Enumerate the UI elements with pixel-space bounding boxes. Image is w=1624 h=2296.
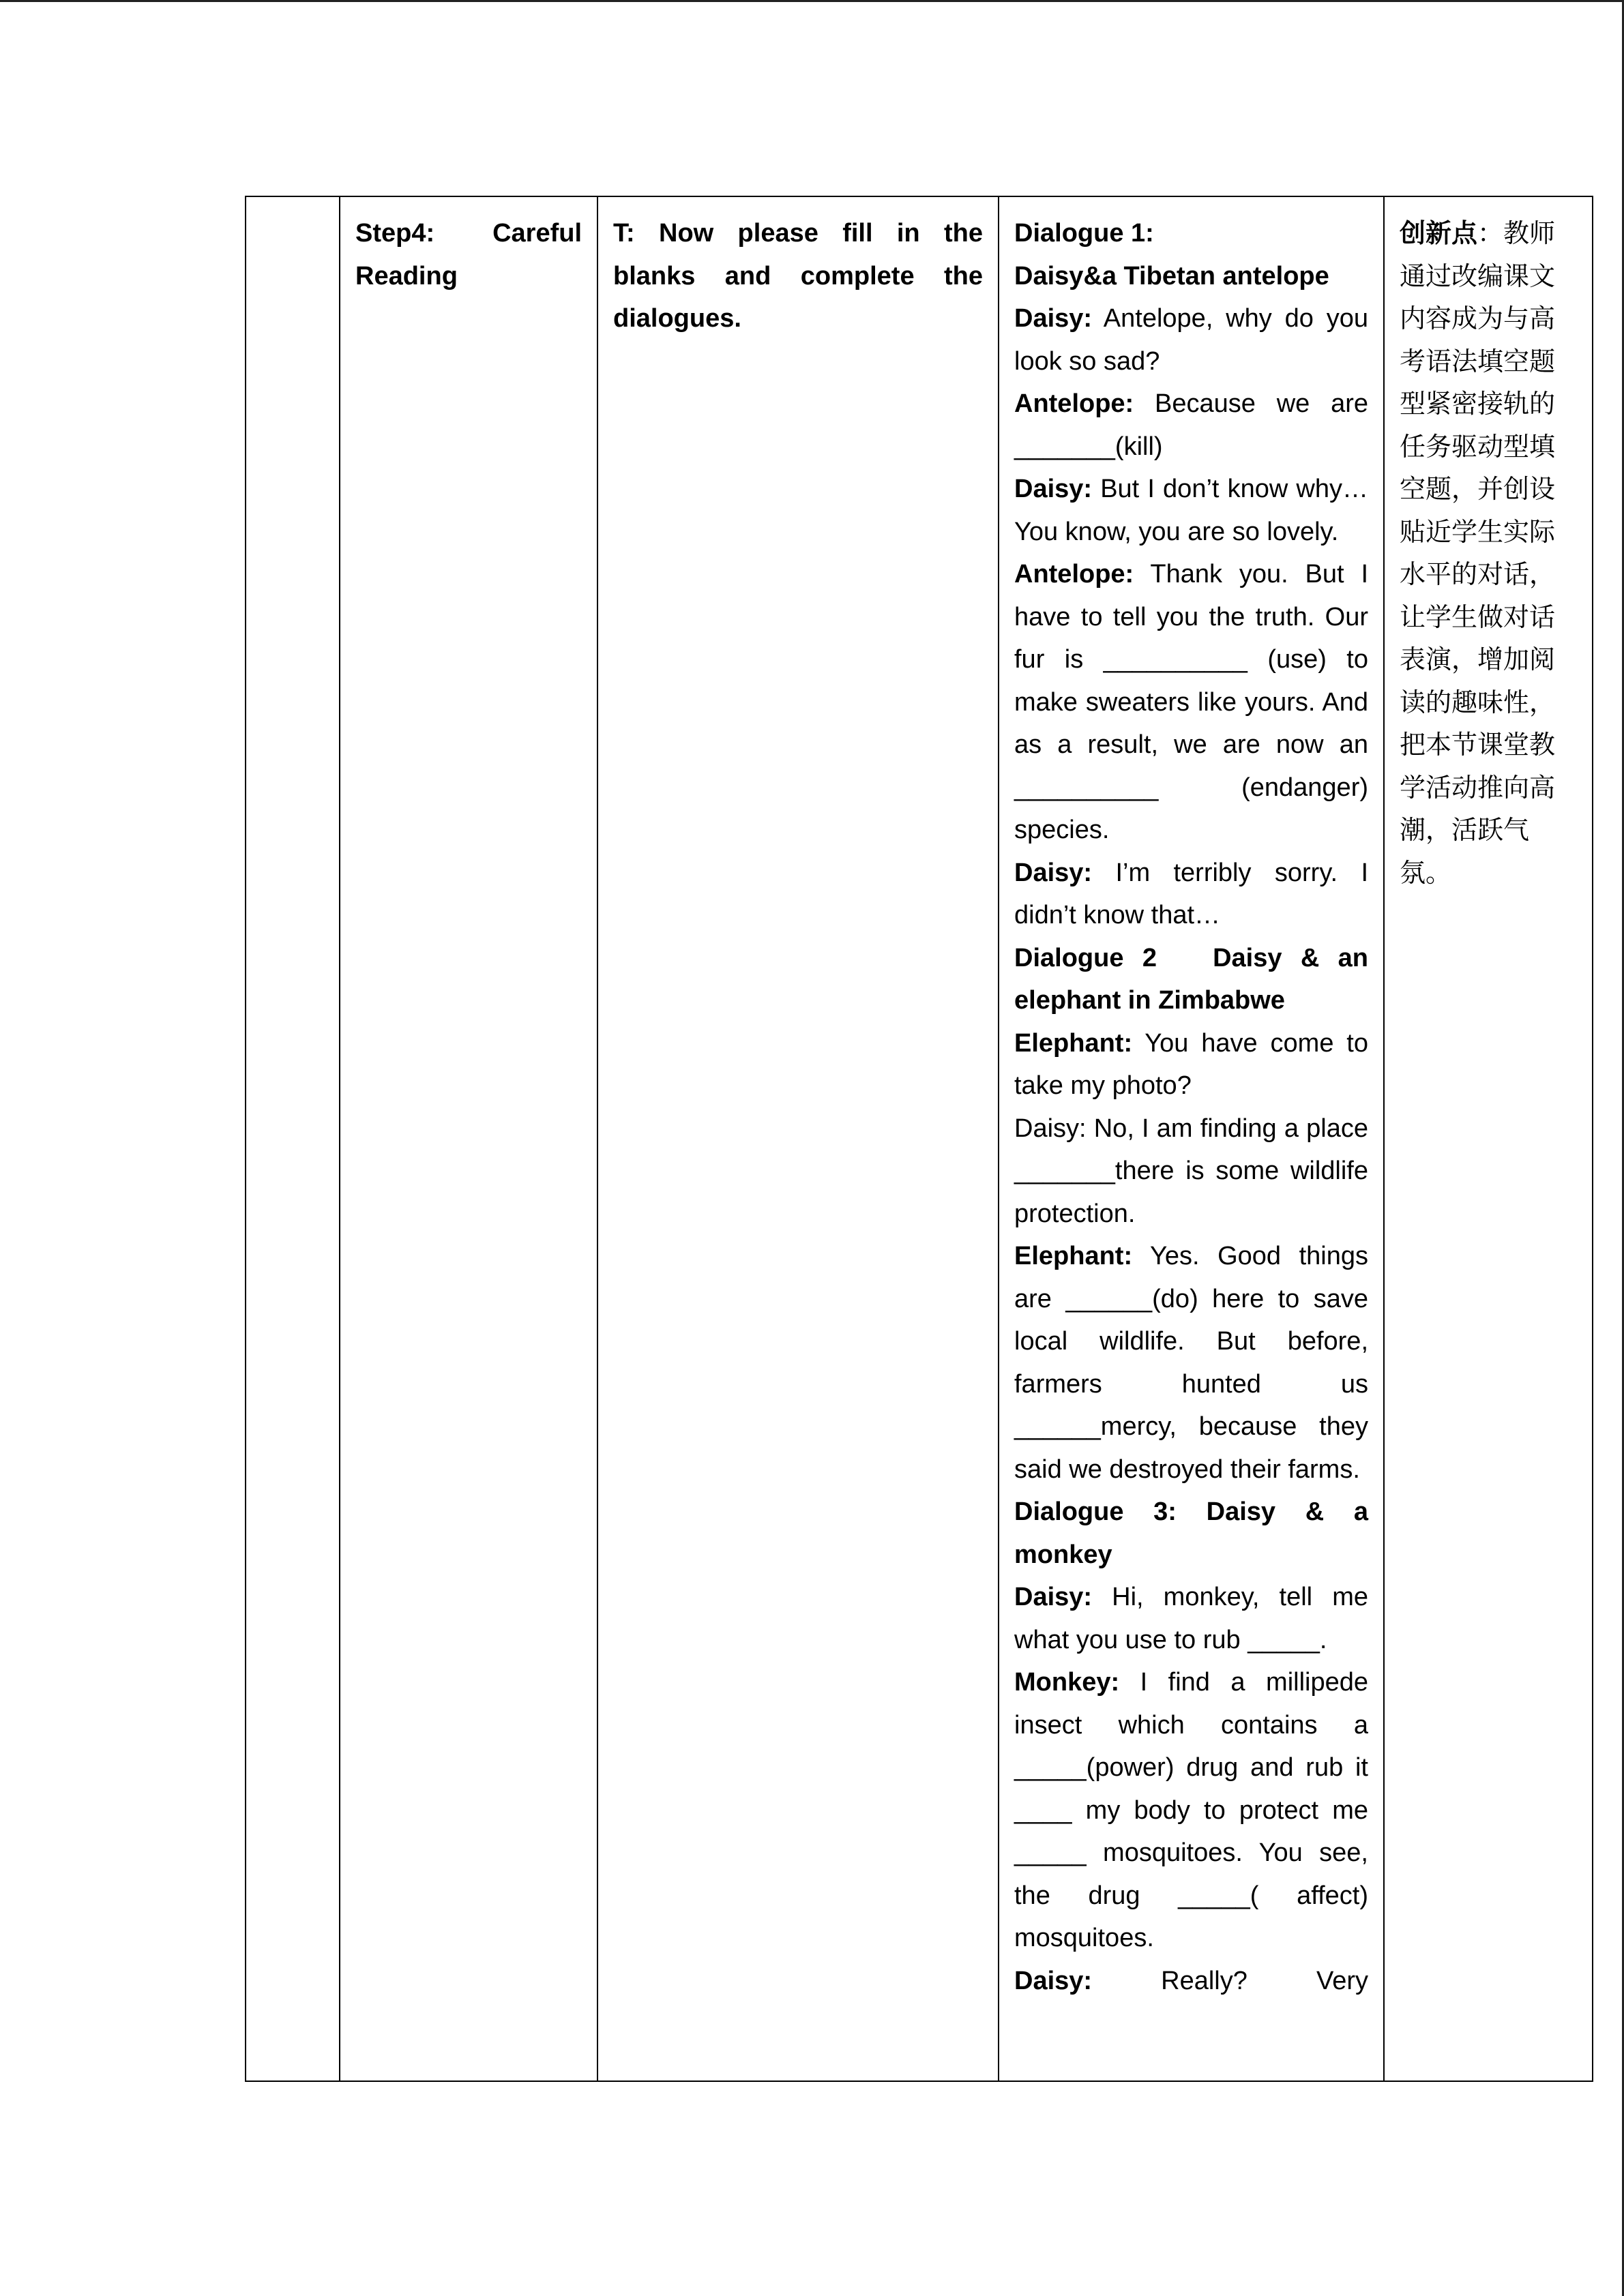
line-text: Really? Very bbox=[1092, 1966, 1368, 1995]
dialogue-1-subtitle: Daisy&a Tibetan antelope bbox=[1014, 261, 1329, 290]
line-text: I’m terribly sorry. I didn’t know that… bbox=[1014, 858, 1368, 929]
innovation-note bbox=[1400, 212, 1577, 894]
dialogue-line: Daisy: No, I am finding a place _______there is some wildlife protection. bbox=[1014, 1114, 1368, 1228]
step-cell bbox=[340, 196, 597, 2081]
line-text: Thank you. But I have to tell you the truth. Our fur is __________ (use) to make sweaters like yours. And as a result, we are now an __________ (endanger) species. bbox=[1014, 560, 1368, 844]
dialogue-line bbox=[1014, 1576, 1368, 1661]
speaker: Daisy: bbox=[1014, 475, 1093, 503]
speaker: Antelope: bbox=[1014, 560, 1134, 588]
step-word-reading: Reading bbox=[355, 261, 458, 290]
teacher-instruction: T: Now please fill in the blanks and complete the dialogues. bbox=[613, 219, 983, 333]
speaker: Daisy: bbox=[1014, 1966, 1093, 1995]
dialogue-line bbox=[1014, 1960, 1368, 2003]
line-text: Antelope, why do you look so sad? bbox=[1014, 304, 1368, 376]
dialogue-line bbox=[1014, 1235, 1368, 1491]
page-edge-top bbox=[0, 0, 1624, 2]
dialogue-line bbox=[1014, 553, 1368, 852]
speaker: Daisy: bbox=[1014, 1583, 1093, 1611]
step-word-careful: Careful bbox=[492, 219, 582, 248]
dialogue-line bbox=[1014, 297, 1368, 383]
dialogue-line bbox=[1014, 383, 1368, 468]
speaker: Elephant: bbox=[1014, 1242, 1133, 1270]
innovation-cell bbox=[1384, 196, 1593, 2081]
speaker: Monkey: bbox=[1014, 1668, 1120, 1697]
lesson-plan-table bbox=[245, 196, 1593, 2082]
line-text: Yes. Good things are ______(do) here to save local wildlife. But before, farmers hunted us ______mercy, because they said we destroyed their farms. bbox=[1014, 1242, 1368, 1484]
line-text: Hi, monkey, tell me what you use to rub _____. bbox=[1014, 1583, 1368, 1654]
step-number: Step4: bbox=[355, 219, 435, 248]
dialogue-3-title: Dialogue 3: Daisy & a monkey bbox=[1014, 1497, 1368, 1569]
table-row bbox=[246, 196, 1593, 2081]
dialogue-2-title: Dialogue 2 Daisy & an elephant in Zimbabwe bbox=[1014, 943, 1368, 1015]
speaker: Daisy: bbox=[1014, 858, 1093, 887]
speaker: Antelope: bbox=[1014, 389, 1134, 418]
speaker: Daisy: bbox=[1014, 304, 1093, 333]
speaker: Elephant: bbox=[1014, 1028, 1133, 1058]
blank-column-cell bbox=[246, 196, 340, 2081]
dialogue-1-title: Dialogue 1: bbox=[1014, 219, 1154, 248]
step-label bbox=[355, 212, 582, 255]
line-text: Because we are _______(kill) bbox=[1014, 389, 1368, 461]
dialogues-cell bbox=[999, 196, 1384, 2081]
line-text: But I don’t know why…You know, you are so lovely. bbox=[1014, 475, 1368, 546]
innovation-text: ：教师通过改编课文内容成为与高考语法填空题型紧密接轨的任务驱动型填空题，并创设贴近学生实际水平的对话，让学生做对话表演，增加阅读的趣味性，把本节课堂教学活动推向高潮，活跃气氛。 bbox=[1400, 218, 1556, 888]
line-text: I find a millipede insect which contains a _____(power) drug and rub it ____ my body to protect me _____ mosquitoes. You see, the drug _____( affect) mosquitoes. bbox=[1014, 1668, 1368, 1952]
dialogue-line bbox=[1014, 1661, 1368, 1960]
teacher-activity-cell bbox=[597, 196, 999, 2081]
dialogue-line bbox=[1014, 1022, 1368, 1107]
dialogue-line bbox=[1014, 852, 1368, 937]
line-text: You have come to take my photo? bbox=[1014, 1028, 1368, 1100]
innovation-label: 创新点 bbox=[1400, 218, 1478, 248]
dialogue-line bbox=[1014, 468, 1368, 553]
